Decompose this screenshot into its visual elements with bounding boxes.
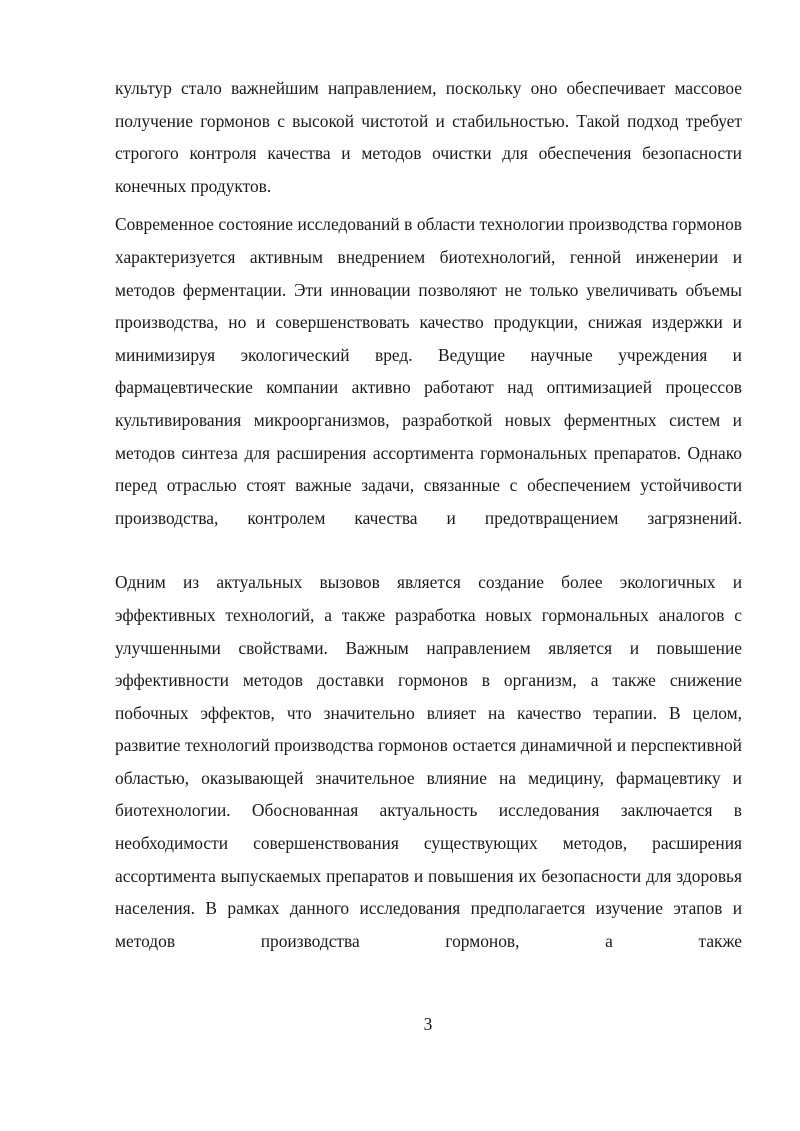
body-text: [115, 72, 742, 963]
paragraph-3: Одним из актуальных вызовов является создание более экологичных и эффективных технологий, а также разработка новых гормональных аналогов с улучшенными свойствами. Важным направлением является и повышение эффективности методов доставки гормонов в организм, а также снижение побочных эффектов, что значительно влияет на качество терапии. В целом, развитие технологий производства гормонов остается динамичной и перспективной областью, оказывающей значительное влияние на медицину, фармацевтику и биотехнологии. Обоснованная актуальность исследования заключается в необходимости совершенствования существующих методов, расширения ассортимента выпускаемых препаратов и повышения их безопасности для здоровья населения. В рамках данного исследования предполагается изучение этапов и методов производства гормонов, а также: [115, 572, 742, 951]
paragraph-2: Современное состояние исследований в области технологии производства гормонов характеризуется активным внедрением биотехнологий, генной инженерии и методов ферментации. Эти инновации позволяют не только увеличивать объемы производства, но и совершенствовать качество продукции, снижая издержки и минимизируя экологический вред. Ведущие научные учреждения и фармацевтические компании активно работают над оптимизацией процессов культивирования микроорганизмов, разработкой новых ферментных систем и методов синтеза для расширения ассортимента гормональных препаратов. Однако перед отраслью стоят важные задачи, связанные с обеспечением устойчивости производства, контролем качества и предотвращением загрязнений.: [115, 214, 742, 528]
paragraph-gap: [115, 540, 742, 566]
page-number: 3: [423, 1014, 433, 1034]
paragraph-1: культур стало важнейшим направлением, поскольку оно обеспечивает массовое получение гормонов с высокой чистотой и стабильностью. Такой подход требует строгого контроля качества и методов очистки для обеспечения безопасности конечных продуктов.: [115, 78, 742, 196]
